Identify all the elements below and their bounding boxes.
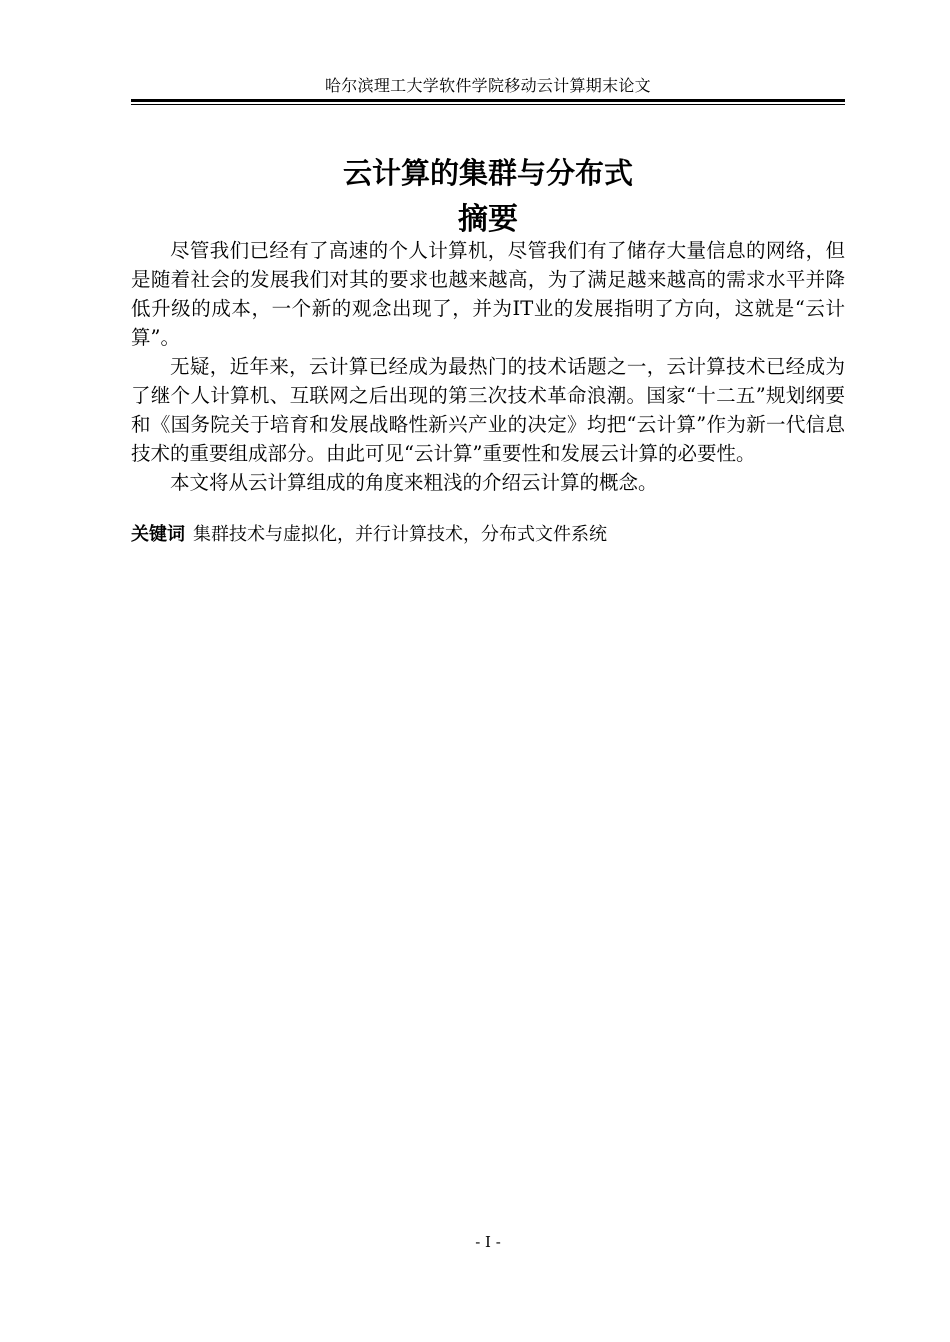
abstract-paragraph: 尽管我们已经有了高速的个人计算机，尽管我们有了储存大量信息的网络，但是随着社会的发展我们对其的要求也越来越高，为了满足越来越高的需求水平并降低升级的成本，一个新的观念出现了，并为IT业的发展指明了方向，这就是“云计算”。	[131, 239, 845, 349]
abstract-paragraph: 本文将从云计算组成的角度来粗浅的介绍云计算的概念。	[170, 471, 658, 494]
keywords-line	[131, 521, 845, 549]
page-number: - I -	[475, 1233, 501, 1251]
abstract-heading: 摘要	[458, 202, 518, 237]
abstract-body	[131, 236, 845, 497]
document-title: 云计算的集群与分布式	[342, 156, 633, 190]
running-header: 哈尔滨理工大学软件学院移动云计算期末论文	[324, 76, 651, 95]
header-rule-thin	[131, 104, 845, 105]
keywords-label: 关键词	[131, 524, 185, 545]
abstract-paragraph: 无疑，近年来，云计算已经成为最热门的技术话题之一，云计算技术已经成为了继个人计算机、互联网之后出现的第三次技术革命浪潮。国家“十二五”规划纲要和《国务院关于培育和发展战略性新兴产业的决定》均把“云计算”作为新一代信息技术的重要组成部分。由此可见“云计算”重要性和发展云计算的必要性。	[131, 355, 845, 465]
keywords-text: 集群技术与虚拟化，并行计算技术，分布式文件系统	[193, 524, 607, 545]
header-rule-thick	[131, 99, 845, 102]
